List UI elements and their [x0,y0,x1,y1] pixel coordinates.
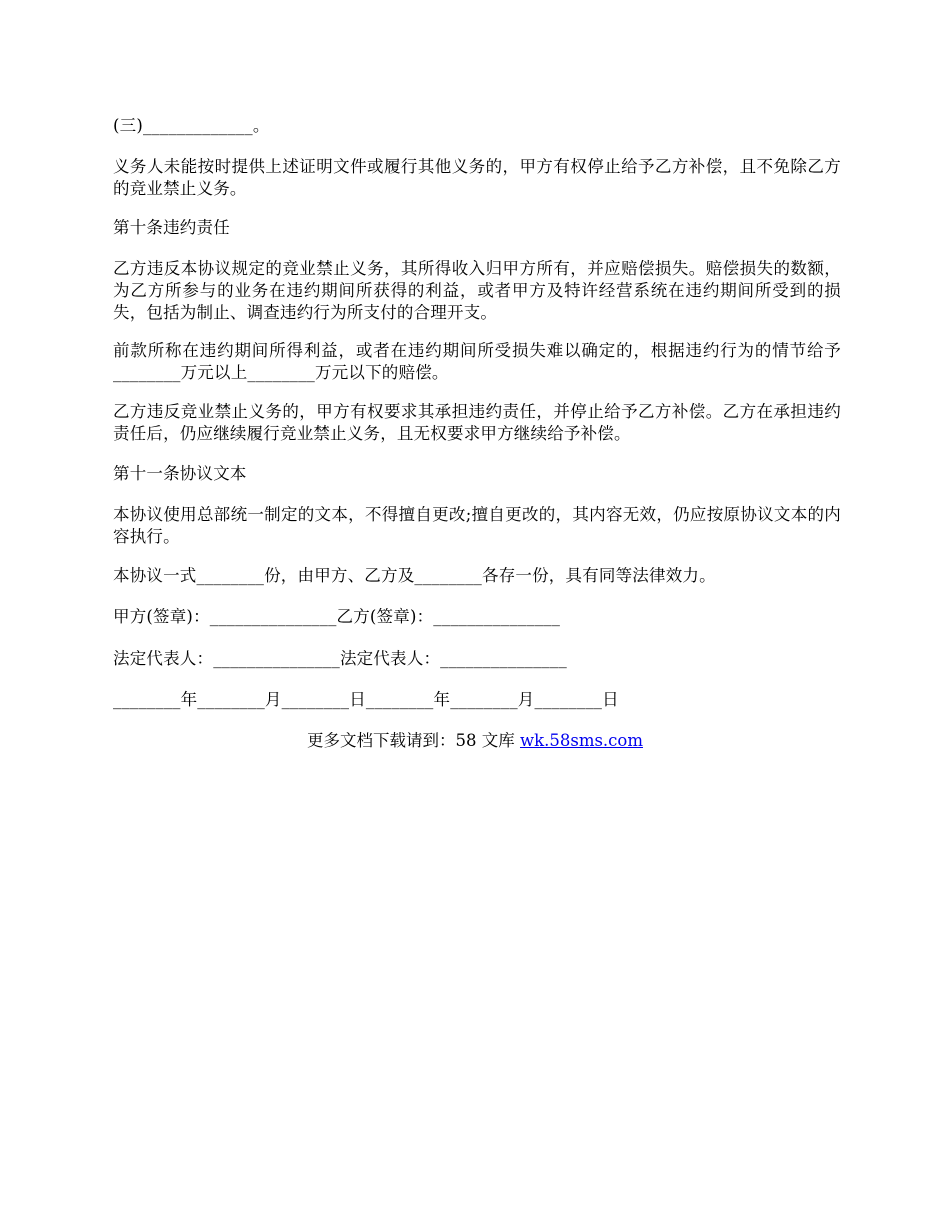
footer-text: 更多文档下载请到：58 文库 [306,731,520,750]
compensation-paragraph: 前款所称在违约期间所得利益，或者在违约期间所受损失难以确定的，根据违约行为的情节给予________万元以上________万元以下的赔偿。 [113,341,841,382]
liability-paragraph: 乙方违反竞业禁止义务的，甲方有权要求其承担违约责任，并停止给予乙方补偿。乙方在承担违约责任后，仍应继续履行竞业禁止义务，且无权要求甲方继续给予补偿。 [113,402,841,443]
legal-representative-line: 法定代表人：_______________法定代表人：_______________ [113,649,567,668]
copies-paragraph: 本协议一式________份，由甲方、乙方及________各存一份，具有同等法律效力。 [113,566,716,585]
date-line: ________年________月________日________年________月________日 [113,690,619,709]
text-version-paragraph: 本协议使用总部统一制定的文本，不得擅自更改;擅自更改的，其内容无效，仍应按原协议文本的内容执行。 [113,505,841,546]
article-eleven-heading: 第十一条协议文本 [113,464,247,483]
clause-item-three: (三)_____________。 [113,116,270,135]
footer [0,730,950,752]
footer-link[interactable]: wk.58sms.com [519,731,643,750]
article-ten-heading: 第十条违约责任 [113,218,230,237]
obligation-paragraph: 义务人未能按时提供上述证明文件或履行其他义务的，甲方有权停止给予乙方补偿，且不免除乙方的竞业禁止义务。 [113,157,841,198]
breach-paragraph: 乙方违反本协议规定的竞业禁止义务，其所得收入归甲方所有，并应赔偿损失。赔偿损失的数额，为乙方所参与的业务在违约期间所获得的利益，或者甲方及特许经营系统在违约期间所受到的损失，包括为制止、调查违约行为所支付的合理开支。 [113,259,841,322]
signature-line: 甲方(签章)：_______________乙方(签章)：_______________ [113,607,561,626]
